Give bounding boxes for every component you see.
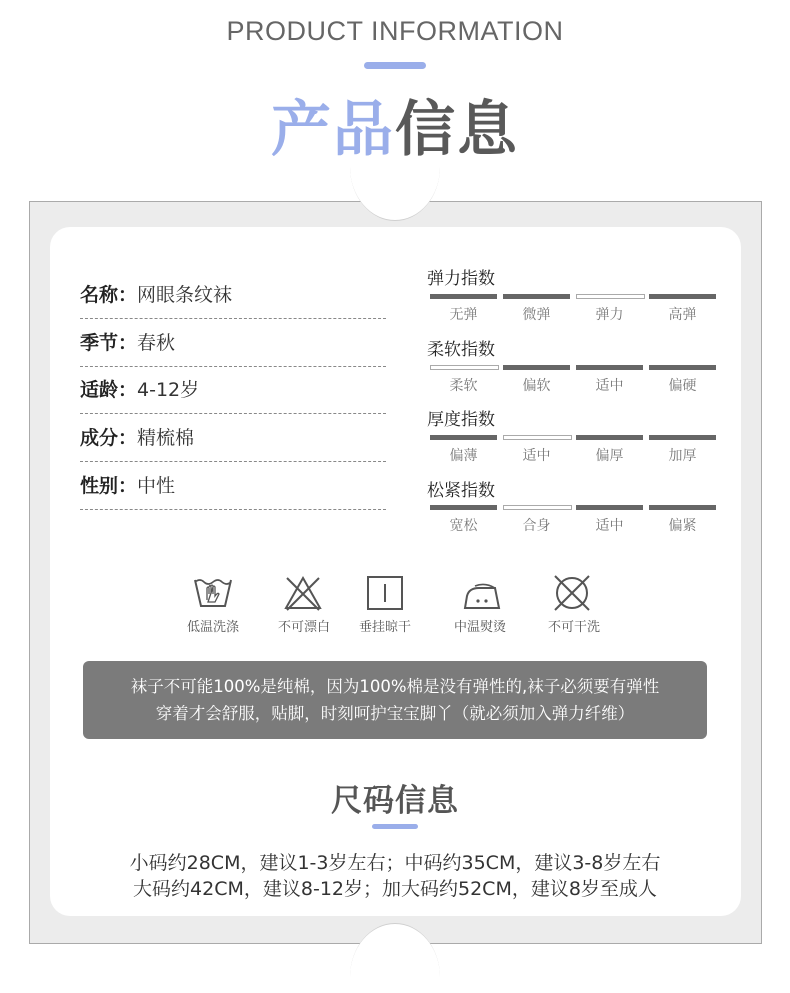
spec-key: 名称： <box>80 284 138 306</box>
index-label: 偏紧 <box>668 518 697 534</box>
index-segment <box>649 505 716 510</box>
index-title-tightness: 松紧指数 <box>427 481 495 501</box>
size-info-line: 小码约28CM，建议1-3岁左右；中码约35CM，建议3-8岁左右 <box>129 852 661 874</box>
spec-value: 中性 <box>137 475 176 497</box>
low-temp-hand-wash-icon <box>192 572 234 612</box>
index-label: 适中 <box>595 518 624 534</box>
index-segment <box>503 294 570 299</box>
index-segment <box>576 435 643 440</box>
index-label: 微弹 <box>522 307 551 323</box>
care-label: 中温熨烫 <box>453 620 506 635</box>
index-label: 偏软 <box>522 378 551 394</box>
spec-value: 4-12岁 <box>137 379 200 401</box>
index-title-softness: 柔软指数 <box>427 340 495 360</box>
index-label: 高弹 <box>668 307 697 323</box>
index-label: 合身 <box>522 518 551 534</box>
care-label: 不可漂白 <box>277 620 330 635</box>
index-segment <box>576 505 643 510</box>
spec-value: 网眼条纹袜 <box>137 284 233 306</box>
fabric-note-line: 袜子不可能100%是纯棉，因为100%棉是没有弹性的,袜子必须要有弹性 <box>130 677 660 696</box>
index-segment <box>576 294 645 299</box>
index-segment <box>503 435 572 440</box>
index-segment <box>430 365 499 370</box>
spec-row-material <box>80 415 386 462</box>
size-accent-bar <box>372 824 418 829</box>
care-label: 垂挂晾干 <box>358 620 411 635</box>
header-accent-bar <box>364 62 426 69</box>
spec-row-season <box>80 320 386 367</box>
header-title-en: PRODUCT INFORMATION <box>226 16 564 46</box>
index-label: 宽松 <box>449 518 478 534</box>
spec-value: 春秋 <box>137 332 176 354</box>
index-segment <box>430 435 497 440</box>
index-segment <box>503 505 572 510</box>
spec-value: 精梳棉 <box>137 427 195 449</box>
spec-key: 适龄： <box>80 379 138 401</box>
index-segment <box>649 365 716 370</box>
medium-temp-iron-icon <box>461 582 503 610</box>
no-dry-clean-icon <box>552 573 592 613</box>
fabric-note-line: 穿着才会舒服，贴脚，时刻呵护宝宝脚丫（就必须加入弹力纤维） <box>155 704 635 723</box>
index-label: 加厚 <box>668 448 697 464</box>
index-label: 弹力 <box>595 307 624 323</box>
index-label: 无弹 <box>449 307 478 323</box>
index-segment <box>649 435 716 440</box>
spec-key: 季节： <box>80 332 138 354</box>
care-label: 不可干洗 <box>547 620 600 635</box>
index-label: 柔软 <box>449 378 478 394</box>
size-info-line: 大码约42CM，建议8-12岁；加大码约52CM，建议8岁至成人 <box>133 878 657 900</box>
care-label: 低温洗涤 <box>186 620 239 635</box>
no-bleach-icon <box>283 574 323 612</box>
index-segment <box>430 505 497 510</box>
index-label: 适中 <box>595 378 624 394</box>
index-title-elasticity: 弹力指数 <box>427 269 495 289</box>
size-section-title: 尺码信息 <box>331 783 459 819</box>
header-title-cn-rest: 信息 <box>395 95 519 165</box>
spec-key: 性别： <box>80 475 138 497</box>
fabric-note-box <box>83 661 707 739</box>
index-segment <box>503 365 570 370</box>
index-label: 偏硬 <box>668 378 697 394</box>
index-label: 偏厚 <box>595 448 624 464</box>
index-label: 适中 <box>522 448 551 464</box>
index-segment <box>576 365 643 370</box>
header-title-cn <box>0 82 790 168</box>
spec-key: 成分： <box>80 427 138 449</box>
index-segment <box>649 294 716 299</box>
hang-dry-icon <box>366 575 404 611</box>
spec-row-name <box>80 272 386 319</box>
spec-row-age <box>80 367 386 414</box>
index-title-thickness: 厚度指数 <box>427 410 495 430</box>
index-label: 偏薄 <box>449 448 478 464</box>
header-title-cn-accent: 产品 <box>271 95 395 165</box>
index-segment <box>430 294 497 299</box>
spec-row-gender <box>80 463 386 510</box>
